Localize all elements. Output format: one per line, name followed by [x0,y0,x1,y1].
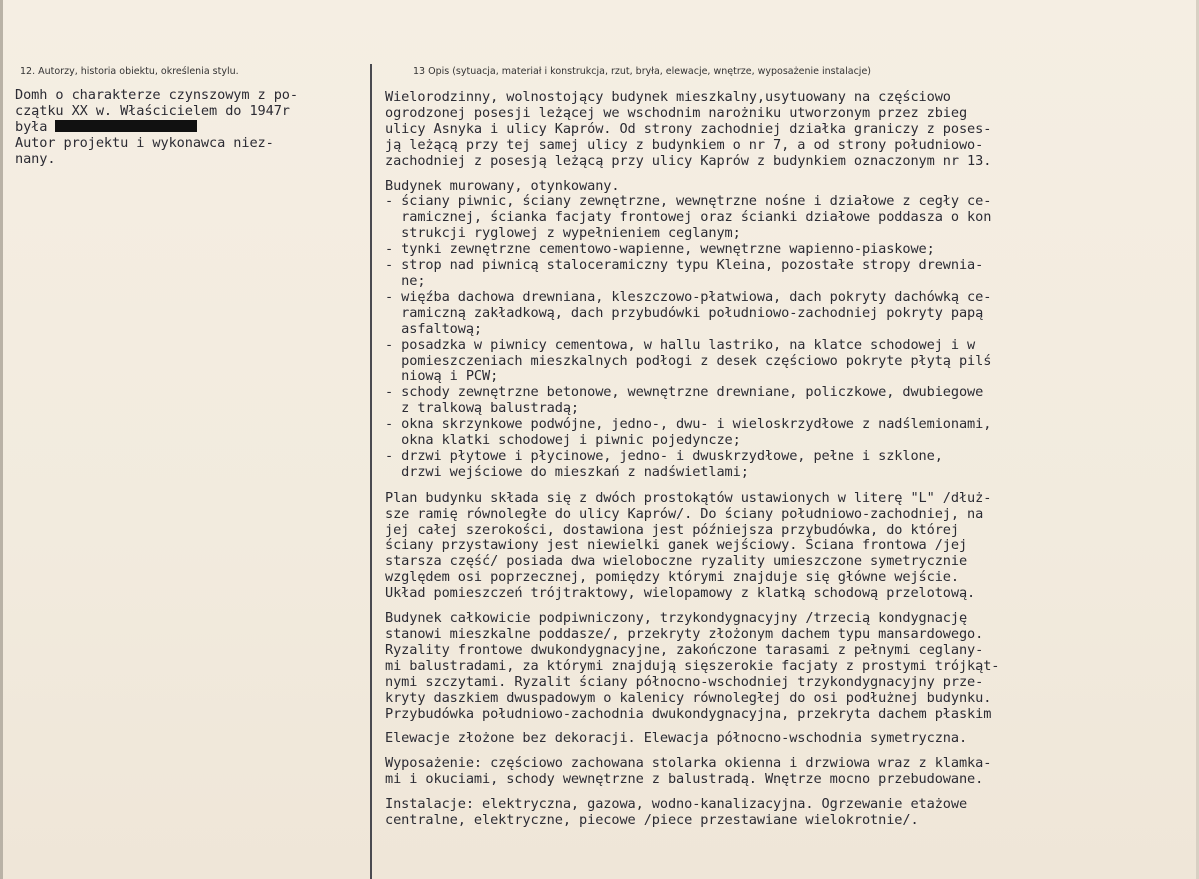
description-paragraph3 [385,491,1155,602]
description-line: ogrodzonej posesji leżącej we wschodnim narożniku utworzonym przez zbieg [385,104,968,121]
description-line: względem osi poprzecznej, pomiędzy którymi znajduje się główne wejście. [385,569,959,586]
left-line-owner [15,120,365,136]
description-paragraph7 [385,797,1155,829]
description-line: - strop nad piwnicą staloceramiczny typu Kleina, pozostałe stropy drewnia- [385,257,984,274]
description-line: ramicznej, ścianka facjaty frontowej oraz ścianki działowe poddasza o kon [385,209,992,226]
redaction-bar [55,120,197,132]
description-line: ją leżącą przy tej samej ulicy z budynkiem o nr 7, a od strony południowo- [385,136,984,153]
description-line: ramiczną zakładkową, dach przybudówki południowo-zachodniej pokryty papą [385,304,984,321]
description-paragraph1 [385,90,1155,170]
description-line: stanowi mieszkalne poddasze/, przekryty złożonym dachem typu mansardowego. [385,626,984,642]
description-line: Instalacje: elektryczna, gazowa, wodno-kanalizacyjna. Ogrzewanie etażowe [385,796,968,813]
description-line: ściany przystawiony jest niewielki ganek wejściowy. Ściana frontowa /jej [385,537,968,554]
description-line: ne; [385,272,426,289]
description-line: strukcji ryglowej z wypełnieniem ceglanym; [385,225,741,242]
authors-history-column [15,88,365,168]
description-line: kryty daszkiem dwuspadowym o kalenicy równoległej do osi podłużnej budynku. [385,689,992,706]
description-line: nymi szczytami. Ryzalit ściany północno-wschodniej trzykondygnacyjny prze- [385,673,984,690]
description-paragraph2 [385,179,1155,481]
description-paragraph6 [385,756,1155,788]
description-line: centralne, elektryczne, piecowe /piece przestawiane wielokrotnie/. [385,812,919,829]
description-line: asfaltową; [385,320,483,337]
description-line: - drzwi płytowe i płycinowe, jedno- i dwuskrzydłowe, pełne i szklone, [385,447,943,464]
description-line: Układ pomieszczeń trójtraktowy, wielopamowy z klatką schodową przelotową. [385,585,976,602]
description-line: sze ramię równoległe do ulicy Kaprów/. Do ściany południowo-zachodniej, na [385,505,984,522]
description-line: Elewacje złożone bez dekoracji. Elewacja północno-wschodnia symetryczna. [385,730,968,747]
description-line: - ściany piwnic, ściany zewnętrzne, wewnętrzne nośne i działowe z cegły ce- [385,193,992,210]
description-line: okna klatki schodowej i piwnic pojedyncze; [385,432,741,449]
description-paragraph5 [385,731,1155,747]
left-line: Domh o charakterze czynszowym z po- [15,87,298,103]
description-line: - posadzka w piwnicy cementowa, w hallu lastriko, na klatce schodowej i w [385,336,976,353]
column-divider [370,64,372,879]
description-line: z tralkową balustradą; [385,400,580,417]
description-line: - więźba dachowa drewniana, kleszczowo-płatwiowa, dach pokryty dachówką ce- [385,288,992,305]
left-line: nany. [15,150,56,167]
description-line: Przybudówka południowo-zachodnia dwukondygnacyjna, przekryta dachem płaskim [385,705,992,722]
description-line: Budynek całkowicie podpiwniczony, trzykondygnacyjny /trzecią kondygnację [385,610,968,627]
description-line: Budynek murowany, otynkowany. [385,177,620,194]
description-line: starsza część/ posiada dwa wieloboczne ryzality umieszczone symetrycznie [385,553,968,570]
description-line: ulicy Asnyka i ulicy Kaprów. Od strony zachodniej działka graniczy z poses- [385,120,992,137]
description-paragraph4 [385,611,1155,722]
description-line: Wielorodzinny, wolnostojący budynek mieszkalny,usytuowany na częściowo [385,89,951,105]
description-line: drzwi wejściowe do mieszkań z nadświetlami; [385,463,749,480]
description-column [385,90,1155,829]
owner-prefix: była [15,118,48,135]
description-line: niową i PCW; [385,368,499,385]
description-line: - schody zewnętrzne betonowe, wewnętrzne drewniane, policzkowe, dwubiegowe [385,384,984,401]
section-12-header: 12. Autorzy, historia obiektu, określenia stylu. [20,66,239,77]
description-line: Wyposażenie: częściowo zachowana stolarka okienna i drzwiowa wraz z klamka- [385,755,992,772]
description-line: pomieszczeniach mieszkalnych podłogi z desek częściowo pokryte płytą pilś [385,352,992,369]
description-line: zachodniej z posesją leżącą przy ulicy Kaprów z budynkiem oznaczonym nr 13. [385,152,992,169]
description-line: jej całej szerokości, dostawiona jest późniejsza przybudówka, do której [385,521,959,538]
description-line: mi balustradami, za którymi znajdują sięszerokie facjaty z prostymi trójkąt- [385,657,1000,674]
section-13-header: 13 Opis (sytuacja, materiał i konstrukcja, rzut, bryła, elewacje, wnętrze, wyposażenie instalacje) [413,66,871,77]
description-line: - okna skrzynkowe podwójne, jedno-, dwu- i wieloskrzydłowe z nadślemionami, [385,416,992,433]
left-line: czątku XX w. Właścicielem do 1947r [15,102,290,119]
left-line: Autor projektu i wykonawca niez- [15,134,274,151]
description-line: mi i okuciami, schody wewnętrzne z balustradą. Wnętrze mocno przebudowane. [385,771,984,788]
page-edge-left [0,0,3,879]
description-line: Plan budynku składa się z dwóch prostokątów ustawionych w literę "L" /dłuż- [385,489,992,506]
description-line: - tynki zewnętrzne cementowo-wapienne, wewnętrzne wapienno-piaskowe; [385,241,935,258]
description-line: Ryzality frontowe dwukondygnacyjne, zakończone tarasami z pełnymi ceglany- [385,641,984,658]
